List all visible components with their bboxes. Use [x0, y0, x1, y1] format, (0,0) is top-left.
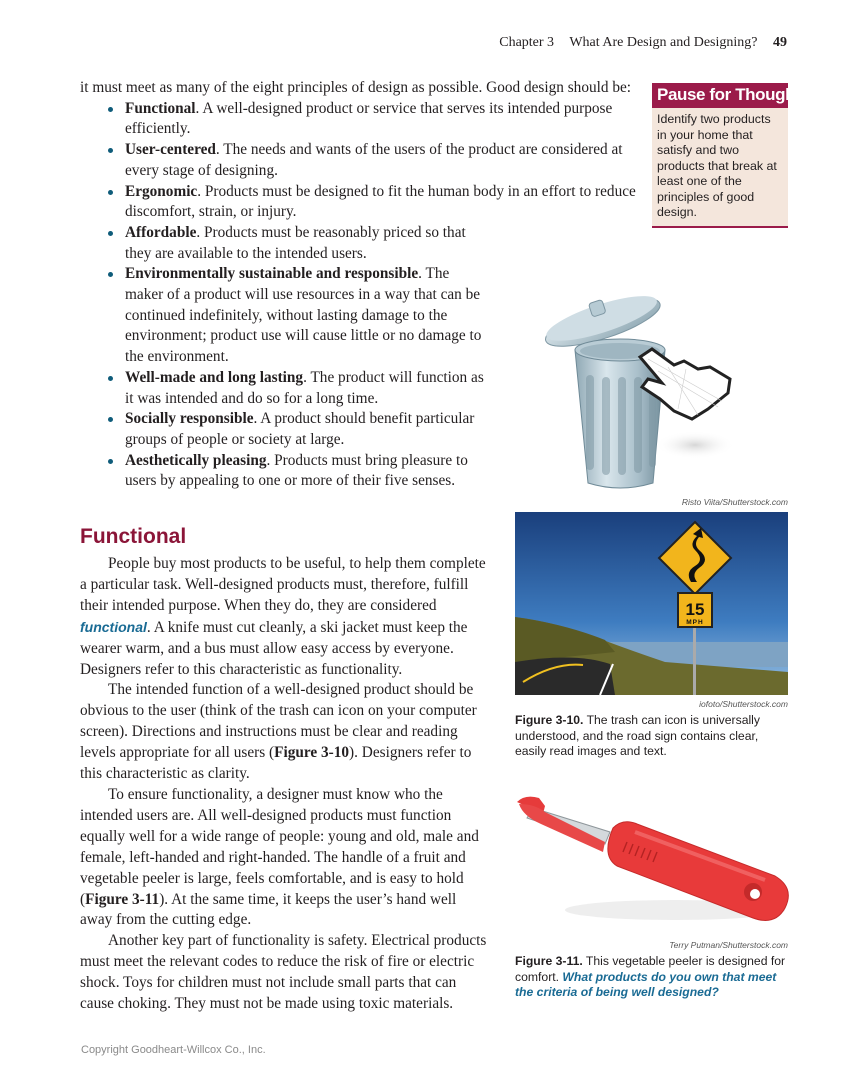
- section-heading: Functional: [80, 525, 187, 548]
- figure-label: Figure 3-11.: [515, 954, 583, 968]
- principle-text: . The needs and wants of the users of the product are considered at every stage of designing.: [125, 141, 623, 179]
- paragraph: [80, 785, 490, 931]
- speed-sign-unit: MPH: [686, 619, 704, 626]
- paragraph: [80, 680, 490, 785]
- paragraph: [80, 554, 490, 680]
- list-item: [125, 368, 485, 409]
- figure-reference: Figure 3-10: [274, 744, 350, 762]
- peeler-credit: Terry Putman/Shutterstock.com: [669, 940, 788, 950]
- key-term: functional: [80, 618, 147, 635]
- functional-section: [80, 524, 490, 1015]
- speed-sign-number: 15: [685, 600, 705, 619]
- pause-for-thought-body: Identify two products in your home that satisfy and two products that break at least one of the principles of good design.: [657, 112, 777, 219]
- chapter-title: What Are Design and Designing?: [569, 35, 758, 50]
- paragraph-text: To ensure functionality, a designer must know who the intended users are. All well-designed products must function equally well for a wide range of people: young and old, male and female, left-handed and right-handed. The handle of a fruit and vegetable peeler is large, feels comfortable, and is easy to hold (: [80, 785, 479, 908]
- principle-text: . Products must be reasonably priced so that they are available to the intended users.: [125, 223, 466, 262]
- trash-can-image: [530, 285, 735, 495]
- road-sign-photo: [515, 512, 788, 695]
- bullet-icon: [108, 417, 113, 422]
- list-item: [125, 99, 640, 140]
- running-head: [499, 35, 787, 51]
- principle-text: . A well-designed product or service that serves its intended purpose efficiently.: [125, 99, 613, 138]
- principle-term: Socially responsible: [125, 410, 254, 428]
- figure-3-10-caption: [515, 713, 790, 760]
- caption-question: What products do you own that meet the criteria of being well designed?: [515, 969, 777, 999]
- principle-term: Ergonomic: [125, 182, 198, 200]
- list-item: [125, 223, 485, 264]
- paragraph-text: ). At the same time, it keeps the user’s hand well away from the cutting edge.: [80, 890, 457, 929]
- copyright-footer: Copyright Goodheart-Willcox Co., Inc.: [81, 1044, 266, 1056]
- paragraph: Another key part of functionality is safety. Electrical products must meet the relevant codes to reduce the risk of fire or electric shock. Toys for children must not include small parts that can cause choking. They must not be made using toxic materials.: [80, 932, 487, 1013]
- trash-can-credit: Risto Viita/Shutterstock.com: [681, 497, 788, 507]
- principle-text: . Products must bring pleasure to users by appealing to one or more of their five senses.: [125, 451, 468, 490]
- list-item: [125, 264, 485, 368]
- principle-term: Affordable: [125, 223, 197, 241]
- principle-term: Functional: [125, 99, 196, 117]
- page-number: 49: [773, 35, 787, 50]
- principle-term: User-centered: [125, 141, 216, 159]
- principle-term: Aesthetically pleasing: [125, 451, 267, 469]
- bullet-icon: [108, 272, 113, 277]
- principle-text: . Products must be designed to fit the human body in an effort to reduce discomfort, strain, or injury.: [125, 182, 636, 221]
- principle-term: Environmentally sustainable and responsible: [125, 265, 419, 283]
- figure-3-11-caption: [515, 954, 790, 1001]
- list-item: [125, 409, 485, 450]
- paragraph-text: . A knife must cut cleanly, a ski jacket must keep the wearer warm, and a bus must allow easy access by everyone. Designers refer to this characteristic as functionality.: [80, 618, 468, 678]
- list-item: [125, 451, 485, 492]
- bullet-icon: [108, 459, 113, 464]
- bullet-icon: [108, 190, 113, 195]
- chapter-label: Chapter 3: [499, 35, 555, 50]
- peeler-photo: [505, 780, 800, 940]
- intro-paragraph: it must meet as many of the eight principles of design as possible. Good design should be:: [80, 79, 632, 96]
- road-sign-image: [515, 512, 788, 695]
- paragraph-text: People buy most products to be useful, to help them complete a particular task. Well-designed products must, therefore, fulfill their intended purpose. When they do, they are considered: [80, 555, 486, 614]
- principle-term: Well-made and long lasting: [125, 368, 304, 386]
- pause-for-thought-heading: Pause for Thought: [652, 83, 788, 108]
- paragraph-text: The intended function of a well-designed product should be obvious to the user (think of the trash can icon on your computer screen). Directions and instructions must be clear and reading levels appropriate for all users (: [80, 681, 477, 762]
- trash-can-icon: [530, 285, 735, 495]
- figure-reference: Figure 3-11: [85, 890, 160, 908]
- bullet-icon: [108, 107, 113, 112]
- caption-text: This vegetable peeler is designed for comfort.: [515, 954, 786, 984]
- principle-text: . A product should benefit particular groups of people or society at large.: [125, 410, 475, 448]
- bullet-icon: [108, 148, 113, 153]
- bullet-icon: [108, 376, 113, 381]
- vegetable-peeler-image: [505, 780, 800, 940]
- caption-text: The trash can icon is universally understood, and the road sign contains clear, easily read images and text.: [515, 713, 760, 758]
- list-item: [125, 140, 640, 181]
- paragraph-text: ). Designers refer to this characteristic as clarity.: [80, 744, 472, 783]
- principle-text: . The product will function as it was intended and do so for a long time.: [125, 368, 484, 407]
- bullet-icon: [108, 231, 113, 236]
- pause-for-thought-box: [652, 83, 801, 228]
- road-sign-credit: iofoto/Shutterstock.com: [699, 699, 788, 709]
- figure-label: Figure 3-10.: [515, 713, 584, 727]
- principle-text: . The maker of a product will use resources in a way that can be continued indefinitely, without lasting damage to the environment; product use will cause little or no damage to the environment.: [125, 265, 482, 366]
- list-item: [125, 182, 640, 223]
